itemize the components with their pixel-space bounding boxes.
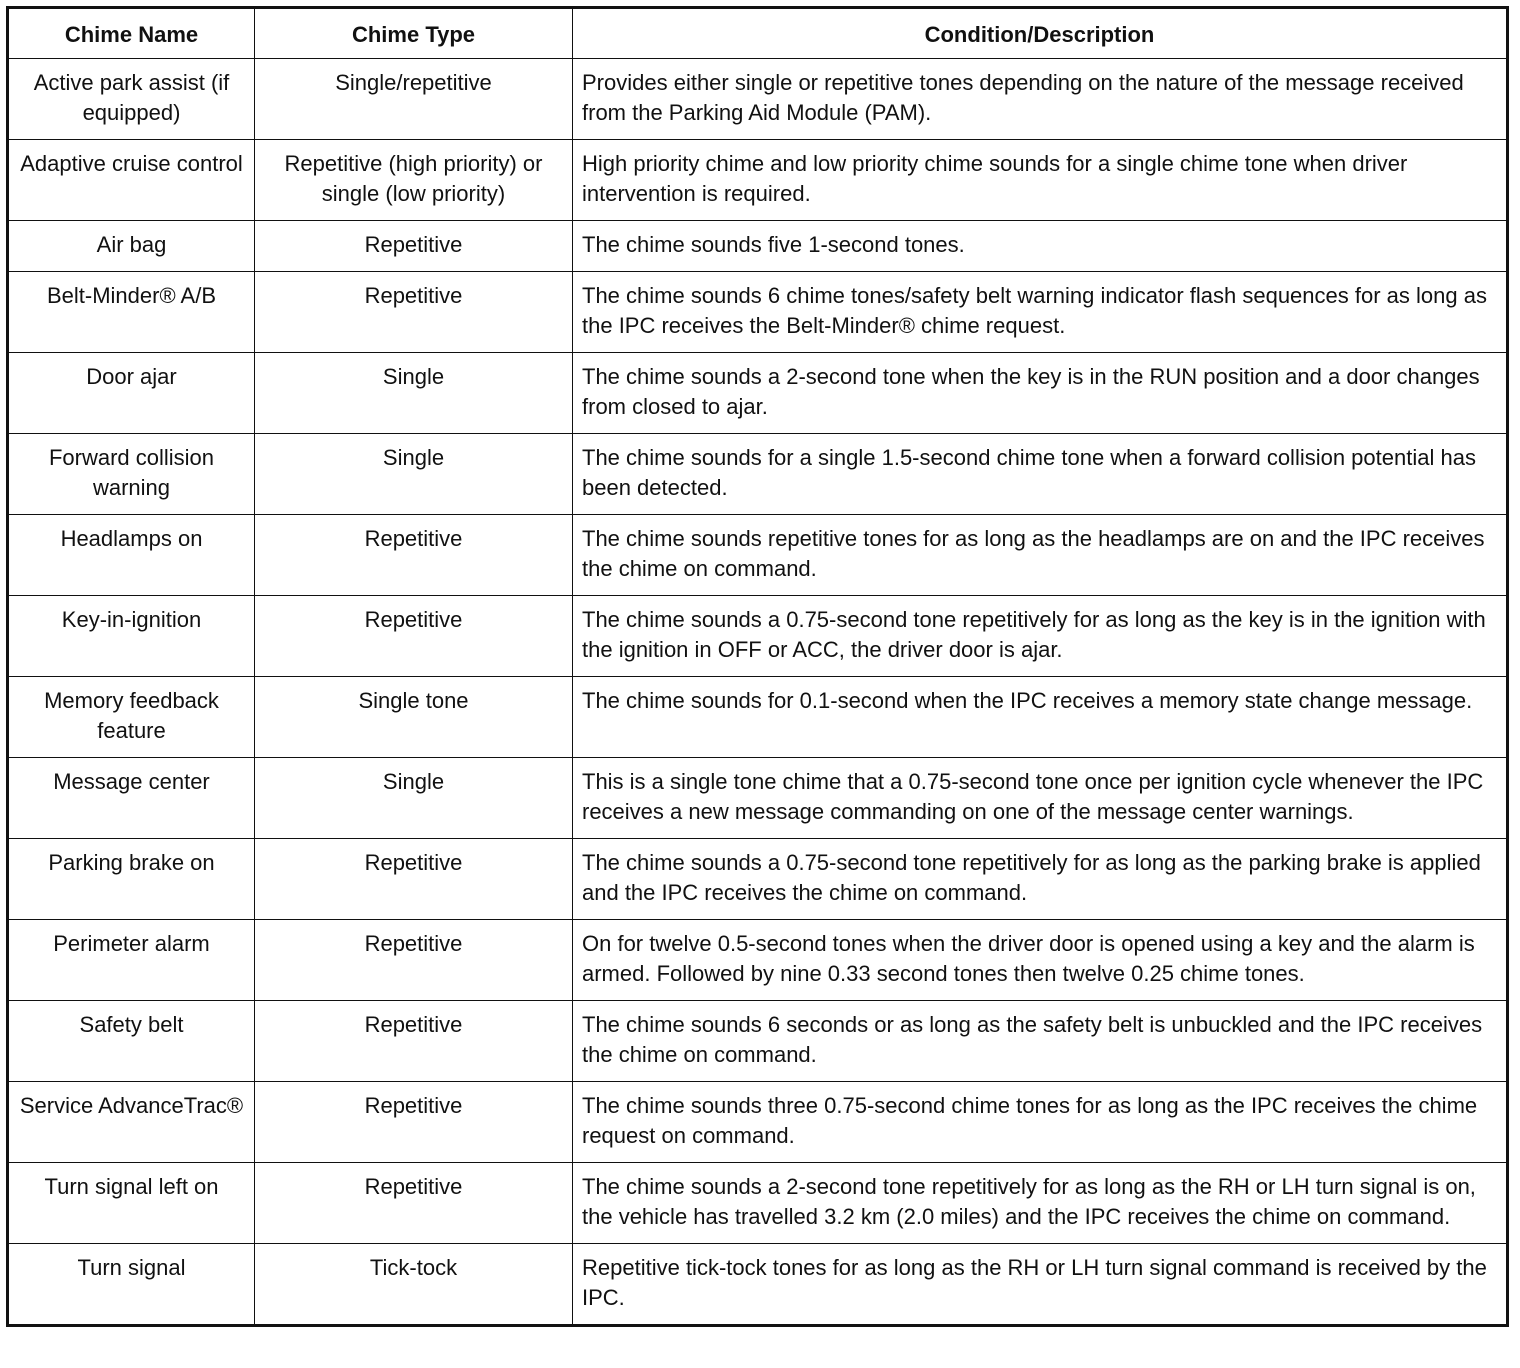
table-row xyxy=(8,677,1508,758)
table-row xyxy=(8,272,1508,353)
chime-type-cell: Single tone xyxy=(255,677,573,758)
table-row xyxy=(8,596,1508,677)
table-row xyxy=(8,839,1508,920)
chime-table-container xyxy=(6,6,1506,1327)
header-chime-name: Chime Name xyxy=(8,8,255,59)
chime-description-cell: The chime sounds a 2-second tone repetitively for as long as the RH or LH turn signal is on, the vehicle has travelled 3.2 km (2.0 miles) and the IPC receives the chime on command. xyxy=(573,1163,1508,1244)
chime-description-cell: The chime sounds 6 chime tones/safety belt warning indicator flash sequences for as long as the IPC receives the Belt-Minder® chime request. xyxy=(573,272,1508,353)
chime-name-cell: Service AdvanceTrac® xyxy=(8,1082,255,1163)
chime-name-cell: Safety belt xyxy=(8,1001,255,1082)
chime-type-cell: Repetitive (high priority) or single (low priority) xyxy=(255,140,573,221)
chime-name-cell: Adaptive cruise control xyxy=(8,140,255,221)
chime-type-cell: Single xyxy=(255,353,573,434)
chime-name-cell: Key-in-ignition xyxy=(8,596,255,677)
chime-name-cell: Door ajar xyxy=(8,353,255,434)
chime-type-cell: Single/repetitive xyxy=(255,59,573,140)
chime-type-cell: Repetitive xyxy=(255,596,573,677)
table-row xyxy=(8,1001,1508,1082)
chime-description-cell: The chime sounds a 2-second tone when the key is in the RUN position and a door changes from closed to ajar. xyxy=(573,353,1508,434)
chime-description-cell: The chime sounds for a single 1.5-second chime tone when a forward collision potential has been detected. xyxy=(573,434,1508,515)
table-row xyxy=(8,434,1508,515)
header-chime-type: Chime Type xyxy=(255,8,573,59)
table-row xyxy=(8,140,1508,221)
chime-name-cell: Turn signal left on xyxy=(8,1163,255,1244)
chime-description-cell: The chime sounds 6 seconds or as long as the safety belt is unbuckled and the IPC receives the chime on command. xyxy=(573,1001,1508,1082)
chime-description-cell: The chime sounds three 0.75-second chime tones for as long as the IPC receives the chime request on command. xyxy=(573,1082,1508,1163)
chime-name-cell: Air bag xyxy=(8,221,255,272)
chime-type-cell: Tick-tock xyxy=(255,1244,573,1326)
chime-description-cell: Repetitive tick-tock tones for as long as the RH or LH turn signal command is received by the IPC. xyxy=(573,1244,1508,1326)
chime-type-cell: Repetitive xyxy=(255,221,573,272)
table-row xyxy=(8,1163,1508,1244)
chime-name-cell: Turn signal xyxy=(8,1244,255,1326)
table-row xyxy=(8,515,1508,596)
header-condition-description: Condition/Description xyxy=(573,8,1508,59)
chime-description-cell: High priority chime and low priority chime sounds for a single chime tone when driver intervention is required. xyxy=(573,140,1508,221)
chime-type-cell: Repetitive xyxy=(255,272,573,353)
chime-name-cell: Memory feedback feature xyxy=(8,677,255,758)
chime-name-cell: Forward collision warning xyxy=(8,434,255,515)
chime-description-cell: The chime sounds a 0.75-second tone repetitively for as long as the parking brake is applied and the IPC receives the chime on command. xyxy=(573,839,1508,920)
chime-description-cell: The chime sounds repetitive tones for as long as the headlamps are on and the IPC receives the chime on command. xyxy=(573,515,1508,596)
chime-description-cell: The chime sounds for 0.1-second when the IPC receives a memory state change message. xyxy=(573,677,1508,758)
chime-description-cell: The chime sounds a 0.75-second tone repetitively for as long as the key is in the ignition with the ignition in OFF or ACC, the driver door is ajar. xyxy=(573,596,1508,677)
chime-type-cell: Repetitive xyxy=(255,839,573,920)
chime-type-cell: Repetitive xyxy=(255,1001,573,1082)
chime-description-cell: On for twelve 0.5-second tones when the driver door is opened using a key and the alarm is armed. Followed by nine 0.33 second tones then twelve 0.25 chime tones. xyxy=(573,920,1508,1001)
table-row xyxy=(8,758,1508,839)
chime-description-cell: The chime sounds five 1-second tones. xyxy=(573,221,1508,272)
chime-type-cell: Single xyxy=(255,434,573,515)
chime-name-cell: Belt-Minder® A/B xyxy=(8,272,255,353)
table-row xyxy=(8,221,1508,272)
chime-type-cell: Repetitive xyxy=(255,1163,573,1244)
table-header-row xyxy=(8,8,1508,59)
table-row xyxy=(8,353,1508,434)
chime-name-cell: Perimeter alarm xyxy=(8,920,255,1001)
table-row xyxy=(8,920,1508,1001)
chime-description-cell: This is a single tone chime that a 0.75-second tone once per ignition cycle whenever the IPC receives a new message commanding on one of the message center warnings. xyxy=(573,758,1508,839)
chime-table xyxy=(6,6,1509,1327)
chime-name-cell: Headlamps on xyxy=(8,515,255,596)
chime-name-cell: Active park assist (if equipped) xyxy=(8,59,255,140)
table-row xyxy=(8,59,1508,140)
chime-type-cell: Single xyxy=(255,758,573,839)
chime-name-cell: Parking brake on xyxy=(8,839,255,920)
chime-description-cell: Provides either single or repetitive tones depending on the nature of the message received from the Parking Aid Module (PAM). xyxy=(573,59,1508,140)
chime-type-cell: Repetitive xyxy=(255,515,573,596)
chime-name-cell: Message center xyxy=(8,758,255,839)
table-row xyxy=(8,1082,1508,1163)
table-row xyxy=(8,1244,1508,1326)
chime-type-cell: Repetitive xyxy=(255,1082,573,1163)
chime-type-cell: Repetitive xyxy=(255,920,573,1001)
